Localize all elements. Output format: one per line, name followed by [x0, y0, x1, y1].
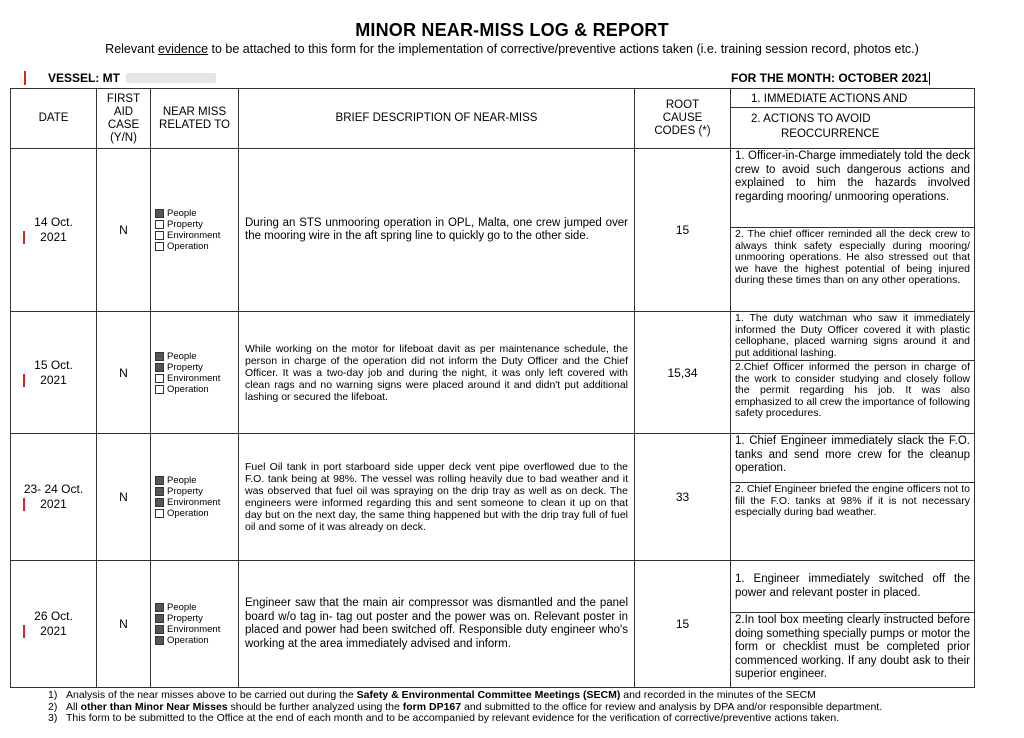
row-related-to	[151, 434, 239, 561]
red-margin-mark	[23, 231, 25, 244]
checkbox-icon	[155, 385, 164, 394]
col-date: DATE	[11, 89, 97, 149]
col-root-cause: ROOT CAUSE CODES (*)	[635, 89, 731, 149]
checkbox-icon	[155, 603, 164, 612]
row-root-cause: 15	[635, 561, 731, 688]
row-actions	[731, 561, 975, 688]
preventive-action: 2. The chief officer reminded all the deck crew to always think safety especially during mooring/ unmooring operations. He also stressed out that we have the highest potential of being injured during these times than on any other operations.	[735, 228, 970, 286]
row-description: Engineer saw that the main air compressor was dismantled and the panel board w/o tag in- tag out poster and the power was on. Relevant poster in placed and power had been switched off. Responsible duty engineer who's working at the area immediately advised and inform.	[239, 561, 635, 688]
footnote-1: 1) Analysis of the near misses above to be carried out during the Safety & Environmental Committee Meetings (SECM) and recorded in the minutes of the SECM	[48, 689, 816, 701]
related-property: Property	[155, 219, 238, 230]
related-environment: Environment	[155, 497, 238, 508]
row-first-aid: N	[97, 561, 151, 688]
row-description: While working on the motor for lifeboat davit as per maintenance schedule, the person in charge of the operation did not inform the Duty Officer and the Chief Officer. It was a two-day job and during the night, it was only left covered with clean rags and no warning signs were placed around it and didn't put additional lashing or secured the lifeboat.	[239, 312, 635, 434]
report-title: MINOR NEAR-MISS LOG & REPORT	[355, 20, 669, 40]
row-date: 14 Oct. 2021	[11, 149, 97, 312]
related-operation: Operation	[155, 508, 238, 519]
checkbox-icon	[155, 209, 164, 218]
row-date: 26 Oct. 2021	[11, 561, 97, 688]
related-people: People	[155, 475, 238, 486]
footnote-3: 3) This form to be submitted to the Office at the end of each month and to be accompanied by relevant evidence for the verification of corrective/preventive actions taken.	[48, 712, 840, 724]
row-description: Fuel Oil tank in port starboard side upper deck vent pipe overflowed due to the F.O. tank being at 98%. The vessel was rolling heavily due to bad weather and it was observed that fuel oil was spraying on the drip tray as well as on deck. The engineers were informed regarding this and sent someone to clean it up on that day but on the next day, the same thing happened but with the drip tray full of fuel oil and some of it was already on deck.	[239, 434, 635, 561]
checkbox-icon	[155, 220, 164, 229]
checkbox-icon	[155, 625, 164, 634]
footnotes	[48, 690, 882, 725]
evidence-word: evidence	[157, 42, 209, 56]
related-property: Property	[155, 486, 238, 497]
row-related-to	[151, 561, 239, 688]
related-property: Property	[155, 362, 238, 373]
redacted-vessel-name	[126, 73, 216, 83]
col-actions: 1. IMMEDIATE ACTIONS AND 2. ACTIONS TO AVOID REOCCURRENCE	[731, 89, 975, 149]
checkbox-icon	[155, 487, 164, 496]
footnote-2: 2) All other than Minor Near Misses should be further analyzed using the form DP167 and submitted to the office for review and analysis by DPA and/or responsible department.	[48, 700, 883, 713]
checkbox-icon	[155, 352, 164, 361]
row-actions	[731, 312, 975, 434]
row-related-to	[151, 149, 239, 312]
row-date: 23- 24 Oct. 2021	[11, 434, 97, 561]
row-date: 15 Oct. 2021	[11, 312, 97, 434]
red-margin-mark	[24, 71, 26, 85]
table-row	[11, 149, 975, 312]
immediate-action: 1. The duty watchman who saw it immediately informed the Duty Officer covered it with plastic cellophane, placed warning signs around it and put additional lashing.	[731, 312, 974, 361]
checkbox-icon	[155, 476, 164, 485]
table-row	[11, 312, 975, 434]
row-first-aid: N	[97, 149, 151, 312]
table-row	[11, 561, 975, 688]
immediate-action: 1. Officer-in-Charge immediately told the deck crew to avoid such dangerous actions and explained to him the hazards involved regarding mooring/ unmooring operations.	[731, 149, 974, 228]
checkbox-icon	[155, 231, 164, 240]
checkbox-icon	[155, 614, 164, 623]
row-related-to	[151, 312, 239, 434]
related-environment: Environment	[155, 624, 238, 635]
related-people: People	[155, 602, 238, 613]
row-first-aid: N	[97, 434, 151, 561]
checkbox-icon	[155, 374, 164, 383]
col-description: BRIEF DESCRIPTION OF NEAR-MISS	[239, 89, 635, 149]
related-property: Property	[155, 613, 238, 624]
red-margin-mark	[23, 625, 25, 638]
table-header-row	[11, 89, 975, 149]
immediate-action: 1. Engineer immediately switched off the power and relevant poster in placed.	[731, 561, 974, 613]
red-margin-mark	[23, 374, 25, 387]
row-actions	[731, 149, 975, 312]
preventive-action: 2.In tool box meeting clearly instructed before doing something specially pumps or motor the form or checklist must be completed prior commenced working. If any doubt ask to their superior engineer.	[735, 614, 970, 680]
red-margin-mark	[23, 498, 25, 511]
preventive-action: 2.Chief Officer informed the person in charge of the work to consider studying and closely follow the permit regarding his job. It was also emphasized to all crew the importance of following safety procedures.	[735, 361, 970, 419]
table-row	[11, 434, 975, 561]
col-first-aid: FIRST AID CASE (Y/N)	[97, 89, 151, 149]
row-description: During an STS unmooring operation in OPL, Malta, one crew jumped over the mooring wire in the aft spring line to quickly go to the other side.	[239, 149, 635, 312]
checkbox-icon	[155, 498, 164, 507]
row-root-cause: 15,34	[635, 312, 731, 434]
col-related: NEAR MISS RELATED TO	[151, 89, 239, 149]
month-label: FOR THE MONTH: OCTOBER 2021	[731, 71, 929, 85]
checkbox-icon	[155, 242, 164, 251]
row-root-cause: 15	[635, 149, 731, 312]
related-operation: Operation	[155, 635, 238, 646]
checkbox-icon	[155, 509, 164, 518]
preventive-action: 2. Chief Engineer briefed the engine officers not to fill the F.O. tanks at 98% if it is not necessary especially during bad weather.	[735, 483, 970, 518]
near-miss-table	[10, 88, 975, 688]
checkbox-icon	[155, 363, 164, 372]
vessel-label: VESSEL: MT	[24, 71, 216, 85]
related-operation: Operation	[155, 241, 238, 252]
immediate-action: 1. Chief Engineer immediately slack the F.O. tanks and send more crew for the cleanup operation.	[731, 434, 974, 483]
related-environment: Environment	[155, 230, 238, 241]
report-subtitle: Relevant evidence to be attached to this form for the implementation of corrective/preventive actions taken (i.e. training session record, photos etc.)	[105, 42, 919, 56]
row-root-cause: 33	[635, 434, 731, 561]
related-operation: Operation	[155, 384, 238, 395]
related-environment: Environment	[155, 373, 238, 384]
related-people: People	[155, 208, 238, 219]
related-people: People	[155, 351, 238, 362]
row-first-aid: N	[97, 312, 151, 434]
checkbox-icon	[155, 636, 164, 645]
row-actions	[731, 434, 975, 561]
